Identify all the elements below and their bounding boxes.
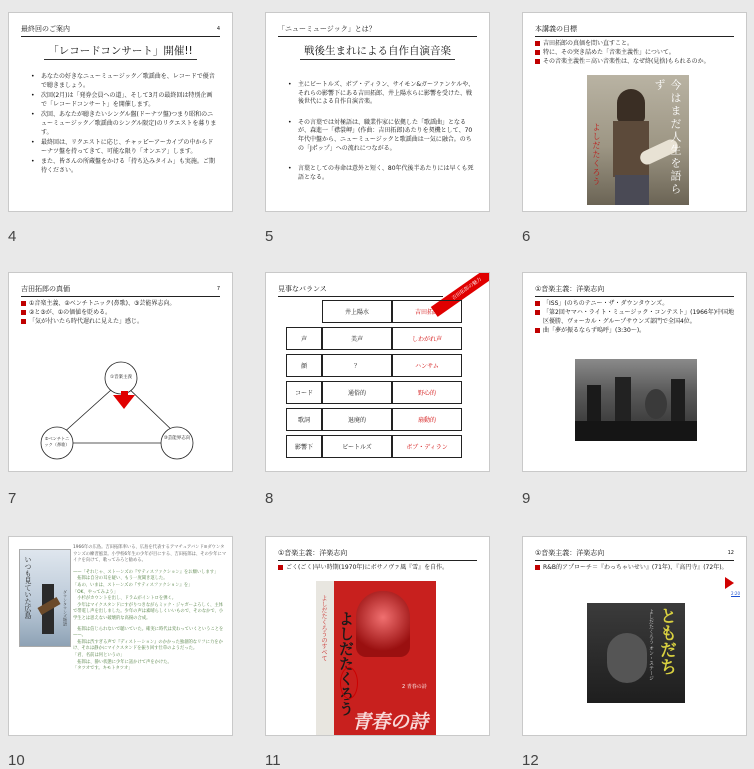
excerpt-line: 「あの、いまは、ストーンズの『サティスファクション』を」: [73, 582, 193, 588]
slide-header: [21, 23, 220, 37]
slide-number: 5: [265, 228, 274, 245]
bullet-item: ①音楽主義、②ベンチトニック(鼻歌)、③芸能界志向。: [21, 299, 222, 308]
slide-thumbnail[interactable]: [8, 272, 233, 472]
table-column-header: 井上陽水: [322, 300, 392, 323]
book-excerpt: [73, 545, 226, 673]
slide-page-number: 4: [216, 26, 220, 32]
excerpt-line: 拓郎は渋すぎる声で『ディストーション』のかかった独創的なリフに力をかけ、それは静かにマイクスタンドを振り回す仕草のようだった。: [73, 639, 223, 652]
slide-thumbnail[interactable]: [265, 272, 490, 472]
slide-title: [9, 43, 232, 58]
table-row: [286, 327, 462, 350]
slide-header: [278, 23, 477, 37]
play-icon[interactable]: [725, 577, 734, 589]
bullet-item: • 主にビートルズ、ボブ・ディラン、サイモン&ガーファンケルや、それらの影響下にある吉田拓郎、井上陽水らに影響を受けた、戦後世代による自作自演音楽。: [284, 81, 475, 107]
diagram-node: ①音楽主義: [109, 375, 133, 380]
album-subtitle: よしだたくろうのすべて: [320, 595, 327, 661]
excerpt-line: 拓郎は、静い状態に少年に話かけて声をかけた。: [73, 659, 172, 665]
slide-header: [278, 547, 477, 561]
slide-number: 12: [522, 752, 539, 769]
slide-thumbnail[interactable]: [522, 536, 747, 736]
table-header-row: [286, 300, 462, 323]
slide-number: 10: [8, 752, 25, 769]
ribbon-text: 吉田拓郎の魅力: [450, 276, 484, 302]
album-subtitle: よしだたくろう オン・ステージ: [648, 609, 654, 681]
slide-number: 8: [265, 490, 274, 507]
media-timestamp-link[interactable]: 2:20: [731, 591, 740, 596]
slide-number: 4: [8, 228, 17, 245]
slide-header-text: 「ニューミュージック」とは？: [278, 25, 376, 33]
bullet-item: • 次回、あなたが聴きたいシングル盤(ドーナツ盤)つまり昭和のニューミュージック／歌謡曲のシングル限定)のリクエストを募ります。: [27, 111, 218, 137]
table-cell: コード: [286, 381, 322, 404]
band-photo: [575, 359, 697, 441]
book-title: いつも見ていた広島: [24, 556, 32, 619]
book-subtitle: ダウンタウンズ物語: [63, 590, 68, 626]
bullet-list: [278, 563, 479, 572]
bullet-item: • 次回(2月)は「発券会員への道」、そして3月の最終回は特別企画で「レコードコンサート」を開催します。: [27, 92, 218, 109]
slide-page-number: 12: [727, 550, 734, 556]
slide-header-text: 見事なバランス: [278, 285, 327, 293]
album-artist: よしだたくろう: [337, 611, 355, 716]
slide-thumbnail[interactable]: [265, 536, 490, 736]
table-cell: しわがれ声: [392, 327, 462, 350]
slide-thumbnail[interactable]: [522, 272, 747, 472]
slide-header-text: 最終回のご案内: [21, 25, 70, 33]
table-cell: 美声: [322, 327, 392, 350]
slide-header-text: 吉田拓郎の真価: [21, 285, 70, 293]
bullet-list: [535, 39, 736, 66]
bullet-item: • また、皆さんの所蔵盤をかける「持ち込みタイム」も実施。ご期待ください。: [27, 158, 218, 175]
table-cell: 影響下: [286, 435, 322, 458]
slide-header-text: ①音楽主義：洋楽志向: [278, 549, 348, 557]
table-row: [286, 354, 462, 377]
slide-page-number: 7: [216, 286, 220, 292]
bullet-item: • その言葉では対極語は、職業作家に依拠した「歌謡曲」となるが、森進一「襟裳岬」(作曲：吉田拓郎)あたりを契機として、70年代中盤から、ニューミュージックと歌謡曲は一気に融合。のちの「Jポップ」への流れにつながる。: [284, 119, 475, 153]
table-cell: 退廃的: [322, 408, 392, 431]
slide-number: 9: [522, 490, 531, 507]
album-title: ともだち: [656, 607, 676, 675]
album-title: 今はまだ人生を語らず: [653, 79, 682, 196]
slide-number: 7: [8, 490, 17, 507]
excerpt-line: 少年はマイクスタンドにすがりつきながらミック・ジャガーよろしく、主体で帯電し声を出しました。少年の声は素晴らしくいいもので、そのなかで、小学生とは思えない破壊的な高揚の合成。: [73, 602, 224, 621]
table-cell: ハンサム: [392, 354, 462, 377]
bullet-item: 特に、その突き詰めた「音楽主義性」について。: [535, 48, 736, 57]
excerpt-line: 「OK、やってみよう」: [73, 589, 118, 595]
table-cell: 歌詞: [286, 408, 322, 431]
highlight-circle: [340, 667, 358, 699]
slide-header: [535, 23, 734, 37]
excerpt-line: 「タツオです。キモトタツオ」: [73, 666, 133, 672]
excerpt-line: 1966年の広島。吉田拓郎率いる、広島を代表するアマチュアバンド≡ダウンタウンズの練習風景。小学校6年生の少年が目にする、吉田拓郎は、その少年にマイクを向けて、歌ってみろと勧める。: [73, 545, 226, 564]
bullet-item: • あなたの好きなニューミュージック／歌謡曲を、レコードで優音で聴きましょう。: [27, 73, 218, 90]
slide-title: [266, 43, 489, 58]
bullet-item: • 最終回は、リクエストに応じ、チャッピーアーカイブの中からドーナツ盤を持ってきて、可能な限り「オンエア」します。: [27, 139, 218, 156]
diagram-node: ②ベンチトニック（鼻歌）: [44, 436, 70, 447]
table-row: [286, 381, 462, 404]
album-side-label: 2 青春の詩: [402, 684, 427, 690]
slide-header: [278, 283, 443, 297]
slide-title-text: 戦後生まれによる自作自演音楽: [300, 45, 455, 60]
slide-thumbnail[interactable]: [265, 12, 490, 212]
table-column-header: 吉田拓郎: [392, 300, 462, 323]
table-cell: 顔: [286, 354, 322, 377]
bullet-item: 吉田拓郎の真価を問い直すこと。: [535, 39, 736, 48]
table-cell: 声: [286, 327, 322, 350]
table-cell: 通俗的: [322, 381, 392, 404]
slide-thumbnail[interactable]: [8, 536, 233, 736]
album-cover-image: [587, 603, 685, 703]
slide-header: [535, 283, 734, 297]
slide-header: [535, 547, 734, 561]
excerpt-line: ——「それじゃ、ストーンズの『サティスファクション』をお願いします」: [73, 569, 219, 575]
album-title: 青春の詩: [352, 711, 429, 733]
book-cover-image: [19, 549, 71, 647]
table-cell: ビートルズ: [322, 435, 392, 458]
slide-header-text: 本講義の目標: [535, 25, 577, 33]
table-cell: [286, 300, 322, 323]
excerpt-line: 「君、名前は何というの」: [73, 652, 125, 658]
diagram-node: ③芸能界志向: [163, 436, 191, 441]
table-cell: 野心的: [392, 381, 462, 404]
slide-thumbnail[interactable]: [8, 12, 233, 212]
album-artist: よしだたくろう: [592, 123, 601, 186]
comparison-table: [286, 296, 462, 462]
slide-number: 6: [522, 228, 531, 245]
slide-header-text: ①音楽主義：洋楽志向: [535, 549, 605, 557]
table-row: [286, 408, 462, 431]
album-cover-image: [587, 75, 689, 205]
bullet-list: [27, 73, 218, 178]
table-row: [286, 435, 462, 458]
table-cell: 扇動的: [392, 408, 462, 431]
bullet-item: R&B的アプローチ＝『わっちゃいせい』(71年)、『高円寺』(72年)。: [535, 563, 736, 572]
slide-thumbnail[interactable]: [522, 12, 747, 212]
bullet-list: [535, 299, 736, 335]
bullet-item: その音楽主義性＝高い音楽性は、なぜ終(見捨)もられるのか。: [535, 57, 736, 66]
table-cell: ボブ・ディラン: [392, 435, 462, 458]
bullet-item: 「気が付いたら時代遅れに見えた」感じ。: [21, 317, 222, 326]
bullet-item: 「第2回ヤマハ・ライト・ミュージック・コンテスト」(1966年)中国地区優勝、ヴォーカル・グループサウンズ部門で全国4位。: [535, 308, 736, 326]
bullet-item: • 言葉としての寿命は意外と短く、80年代後半あたりには早くも死語となる。: [284, 165, 475, 182]
slide-title-text: 「レコードコンサート」開催!!: [44, 45, 197, 60]
bullet-item: 曲「夢が振るならず嗚呼」(3:30〜)。: [535, 326, 736, 335]
excerpt-line: 拓郎は信じられないで聴いていた。確実に時代は変わっていくということを——。: [73, 626, 224, 639]
bullet-item: ②と③が、①の価値を貶める。: [21, 308, 222, 317]
bullet-list: [535, 563, 736, 572]
bullet-item: ごく(ごく)早い時期(1970年)にボサノヴァ風『雪』を自作。: [278, 563, 479, 572]
bullet-item: 「ISS」(のちのテニー・ザ・ダウンタウンズ。: [535, 299, 736, 308]
album-cover-image: [316, 581, 436, 736]
table-cell: ？: [322, 354, 392, 377]
slide-number: 11: [265, 752, 281, 769]
bullet-list: [284, 81, 475, 184]
excerpt-line: 小杉がカウントを出し、ドラムがイントロを弾く。: [73, 596, 176, 602]
excerpt-line: 拓郎は自分の耳を疑い、もう一度聞き返した。: [73, 576, 168, 582]
slide-header-text: ①音楽主義：洋楽志向: [535, 285, 605, 293]
